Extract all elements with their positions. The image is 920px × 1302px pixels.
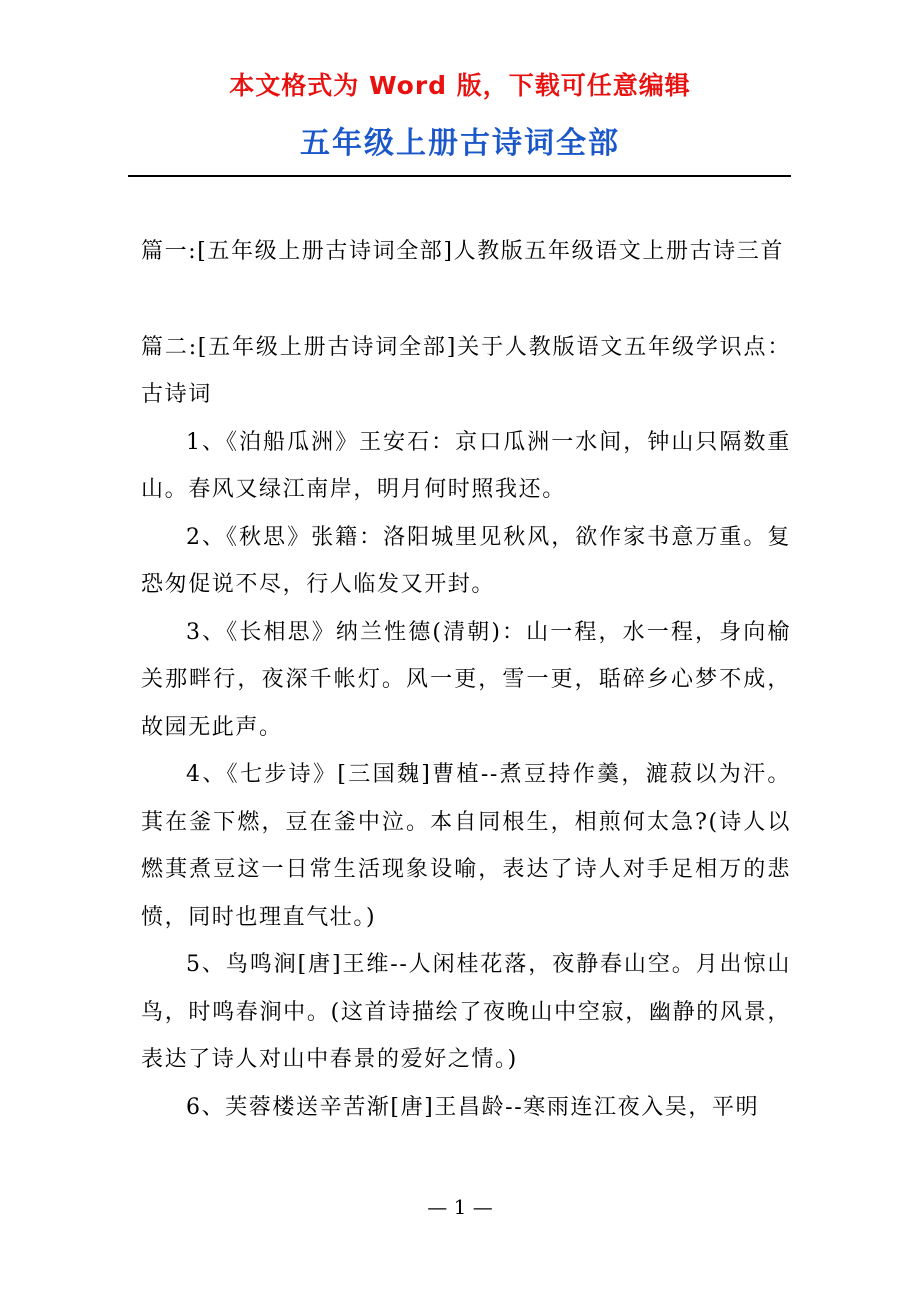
format-notice-banner: 本文格式为 Word 版，下载可任意编辑 xyxy=(229,71,691,100)
poem-paragraph-4: 4、《七步诗》[三国魏]曹植--煮豆持作羹，漉菽以为汗。萁在釜下燃，豆在釜中泣。本自同根生，相煎何太急?(诗人以燃萁煮豆这一日常生活现象设喻，表达了诗人对手足相万的悲愤，同时也理直气壮。) xyxy=(141,762,791,930)
poem-paragraph-5: 5、鸟鸣涧[唐]王维--人闲桂花落，夜静春山空。月出惊山鸟，时鸣春涧中。(这首诗描绘了夜晚山中空寂，幽静的风景，表达了诗人对山中春景的爱好之情。) xyxy=(141,952,791,1072)
document-body xyxy=(141,228,791,1131)
document-title: 五年级上册古诗词全部 xyxy=(300,126,620,161)
poem-paragraph-1: 1、《泊船瓜洲》王安石：京口瓜洲一水间，钟山只隔数重山。春风又绿江南岸，明月何时照我还。 xyxy=(141,429,791,502)
page-number: — 1 — xyxy=(427,1195,493,1219)
poem-paragraph-3: 3、《长相思》纳兰性德(清朝)：山一程，水一程，身向榆关那畔行，夜深千帐灯。风一更，雪一更，聒碎乡心梦不成，故园无此声。 xyxy=(141,619,791,740)
poem-paragraph-6: 6、芙蓉楼送辛苦渐[唐]王昌龄--寒雨连江夜入吴，平明 xyxy=(186,1094,760,1120)
section-heading-2: 篇二:[五年级上册古诗词全部]关于人教版语文五年级学识点：古诗词 xyxy=(141,334,791,407)
poem-paragraph-2: 2、《秋思》张籍：洛阳城里见秋风，欲作家书意万重。复恐匆促说不尽，行人临发又开封。 xyxy=(141,524,791,597)
section-heading-1: 篇一:[五年级上册古诗词全部]人教版五年级语文上册古诗三首 xyxy=(141,239,784,264)
title-divider xyxy=(128,175,791,177)
